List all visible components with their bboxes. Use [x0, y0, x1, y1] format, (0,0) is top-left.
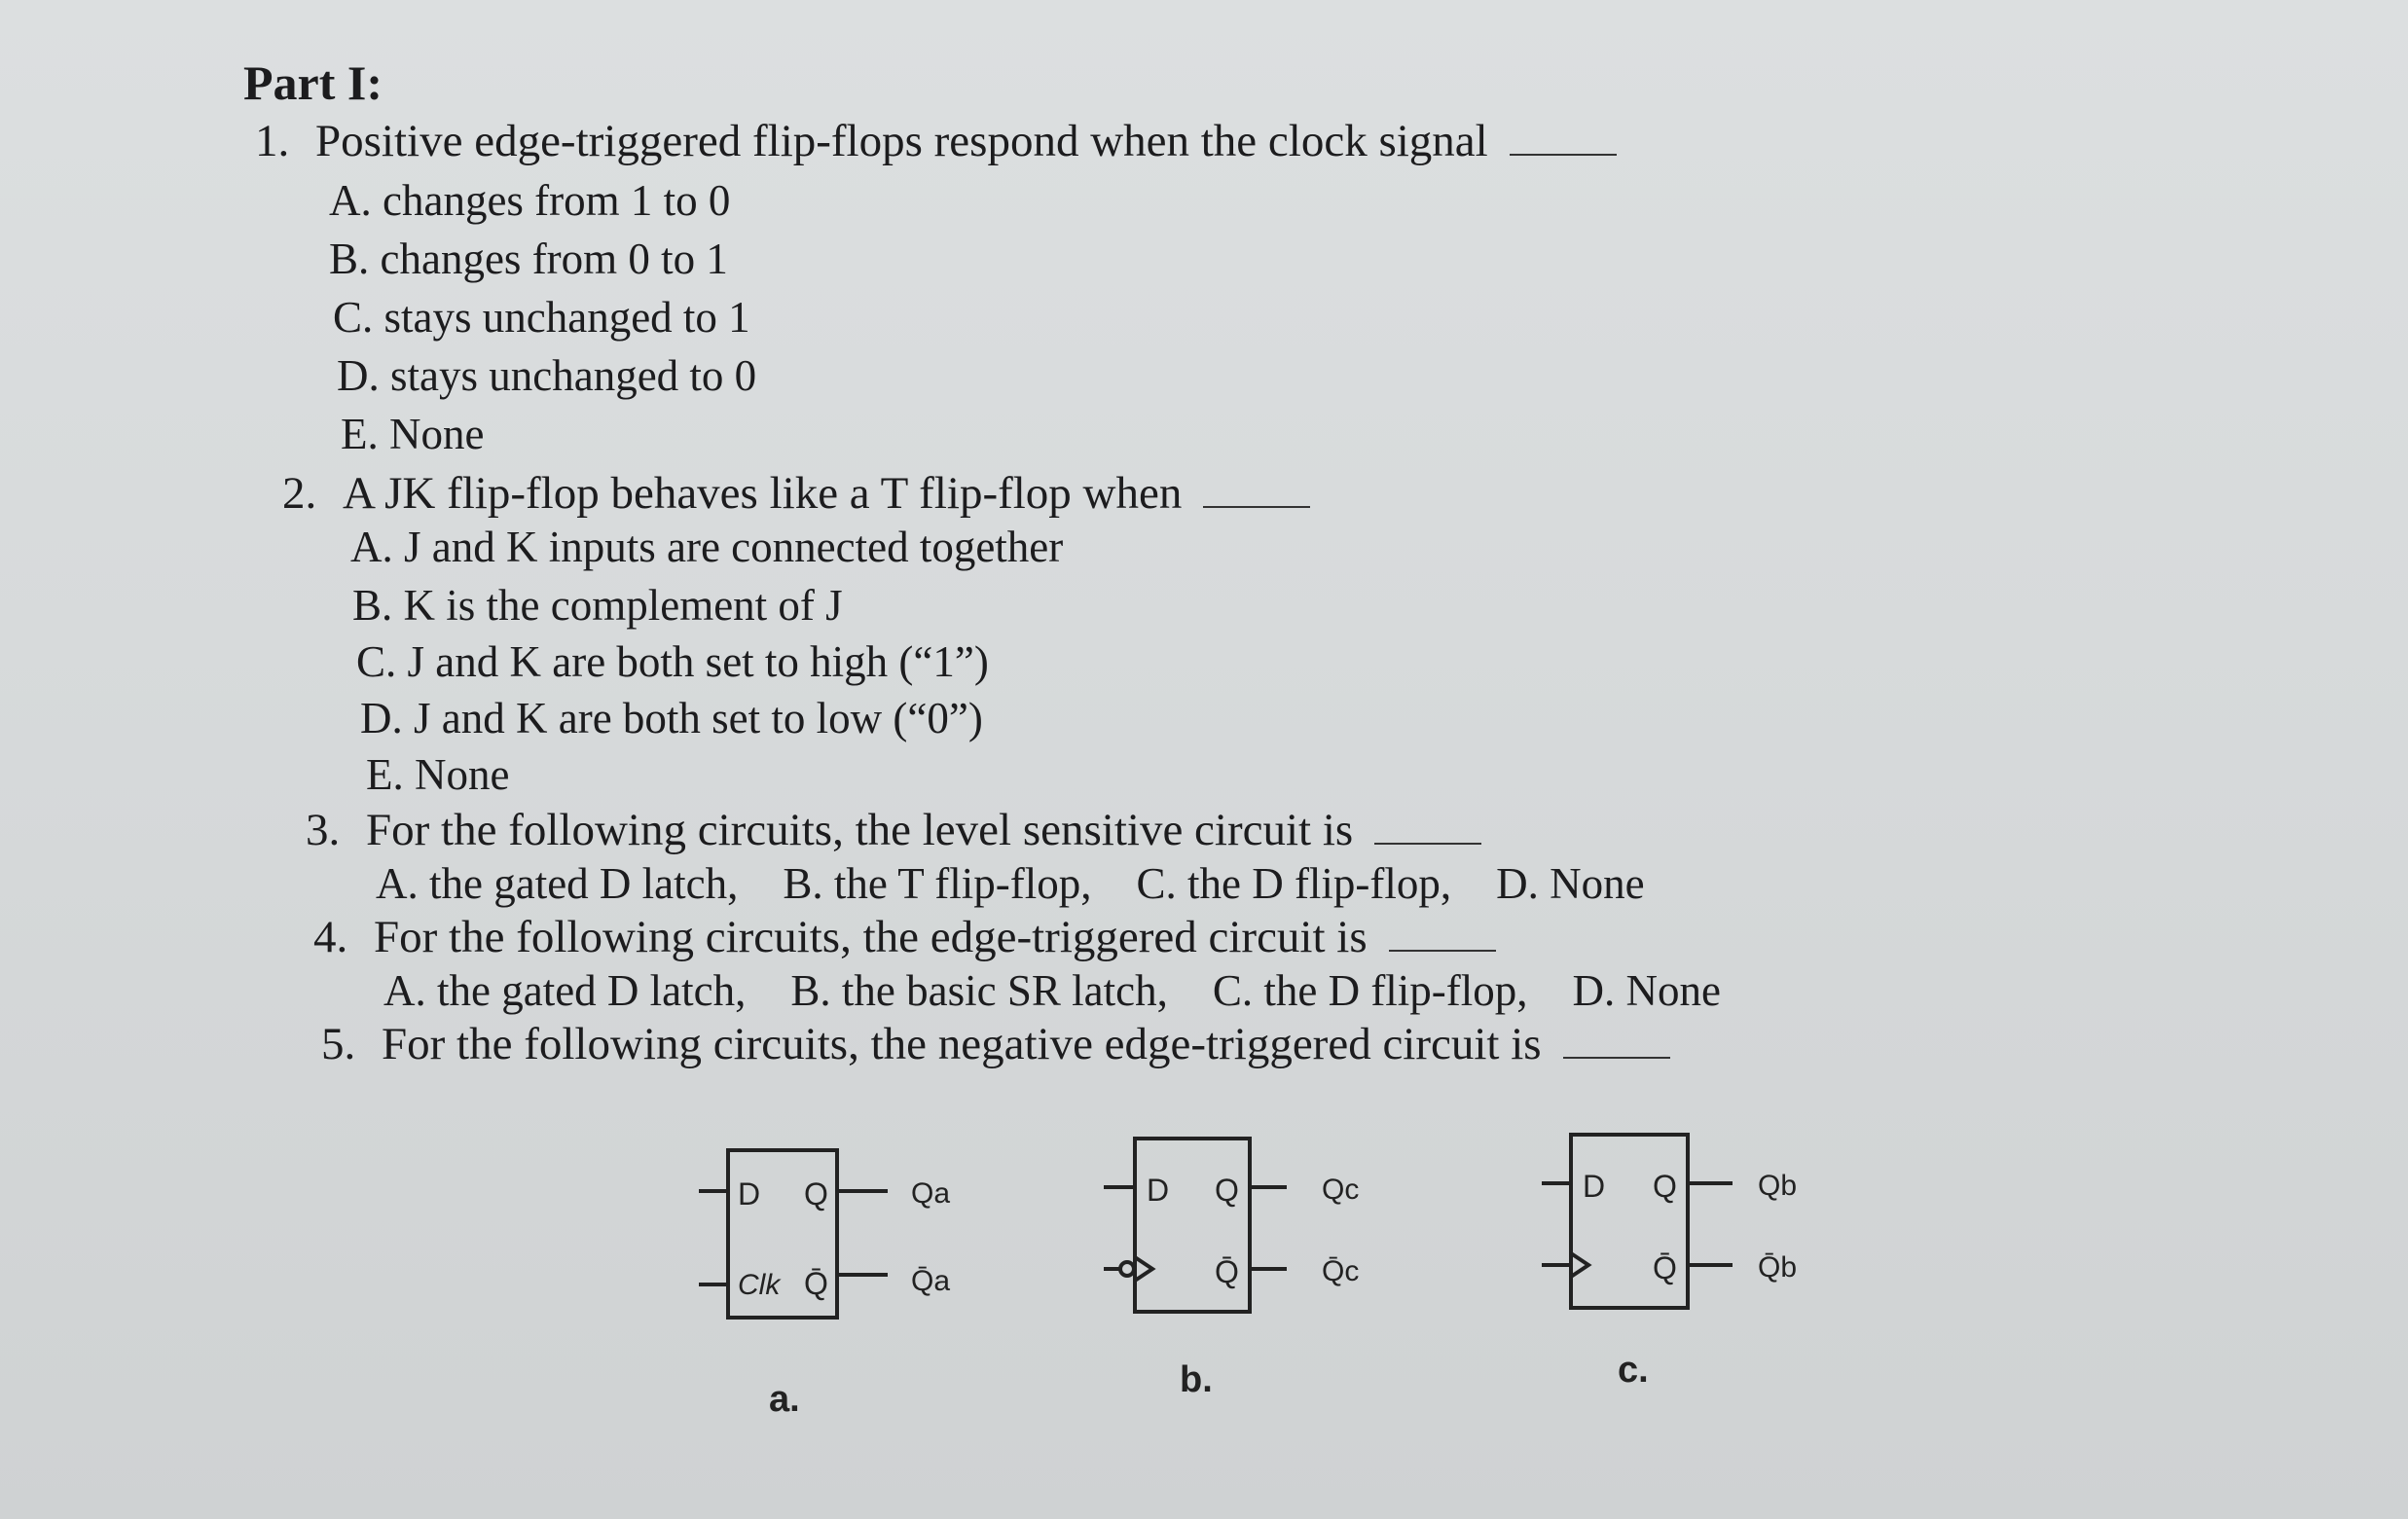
- question-text: For the following circuits, the edge-triggered circuit is: [374, 912, 1368, 962]
- circuit-c-signal-qbar: Q̄b: [1758, 1251, 1798, 1284]
- option: A. changes from 1 to 0: [329, 176, 731, 225]
- question-number: 4.: [313, 912, 348, 962]
- circuit-b-signal-q: Qc: [1322, 1174, 1360, 1206]
- option: B. changes from 0 to 1: [329, 235, 728, 283]
- circuit-a-qbar-label: Q̄: [804, 1266, 828, 1301]
- option: A. J and K inputs are connected together: [350, 523, 1064, 571]
- circuit-a: [699, 1150, 888, 1318]
- option: C. the D flip-flop,: [1136, 859, 1452, 908]
- question-number: 1.: [255, 116, 290, 166]
- option: B. the basic SR latch,: [790, 966, 1168, 1015]
- circuit-c-caption: c.: [1618, 1350, 1649, 1391]
- circuit-c-q-label: Q: [1653, 1169, 1677, 1204]
- option: A. the gated D latch,: [376, 859, 739, 908]
- circuit-a-signal-qbar: Q̄a: [911, 1265, 951, 1297]
- option: B. K is the complement of J: [352, 581, 843, 630]
- circuit-a-q-label: Q: [804, 1176, 828, 1212]
- option: C. stays unchanged to 1: [333, 293, 750, 342]
- question-text: For the following circuits, the negative edge-triggered circuit is: [382, 1019, 1542, 1069]
- circuit-c: [1542, 1135, 1733, 1308]
- circuit-b-q-label: Q: [1215, 1173, 1239, 1208]
- question-number: 3.: [306, 805, 341, 855]
- circuit-b-qbar-label: Q̄: [1215, 1254, 1239, 1289]
- circuit-b-signal-qbar: Q̄c: [1322, 1255, 1360, 1287]
- circuit-b-clock-triangle: [1135, 1257, 1152, 1281]
- question-text: A JK flip-flop behaves like a T flip-flop when: [343, 468, 1183, 519]
- circuit-c-qbar-label: Q̄: [1653, 1250, 1677, 1285]
- option: C. J and K are both set to high (“1”): [356, 637, 989, 686]
- circuit-a-clk-label: Clk: [738, 1269, 781, 1301]
- option: E. None: [341, 410, 485, 458]
- option: D. None: [1572, 966, 1721, 1015]
- question-text: For the following circuits, the level sensitive circuit is: [366, 805, 1354, 855]
- circuit-c-clock-triangle: [1571, 1253, 1588, 1277]
- circuit-c-d-label: D: [1583, 1169, 1606, 1204]
- option: A. the gated D latch,: [383, 966, 747, 1015]
- option: C. the D flip-flop,: [1212, 966, 1528, 1015]
- circuit-b: [1104, 1139, 1287, 1312]
- question-text: Positive edge-triggered flip-flops respond when the clock signal: [315, 116, 1488, 166]
- circuit-a-d-label: D: [738, 1176, 761, 1212]
- option: D. J and K are both set to low (“0”): [360, 694, 983, 742]
- circuit-a-signal-q: Qa: [911, 1177, 951, 1210]
- part-title: Part I:: [243, 55, 383, 110]
- option: B. the T flip-flop,: [783, 859, 1092, 908]
- circuit-b-caption: b.: [1180, 1359, 1213, 1400]
- circuit-a-caption: a.: [769, 1379, 800, 1420]
- circuit-c-signal-q: Qb: [1758, 1170, 1798, 1202]
- option: D. None: [1496, 859, 1645, 908]
- circuit-b-inversion-bubble: [1120, 1262, 1134, 1276]
- option: E. None: [366, 750, 510, 799]
- circuit-b-d-label: D: [1147, 1173, 1170, 1208]
- question-number: 2.: [282, 468, 317, 519]
- question-number: 5.: [321, 1019, 356, 1069]
- option: D. stays unchanged to 0: [337, 351, 757, 400]
